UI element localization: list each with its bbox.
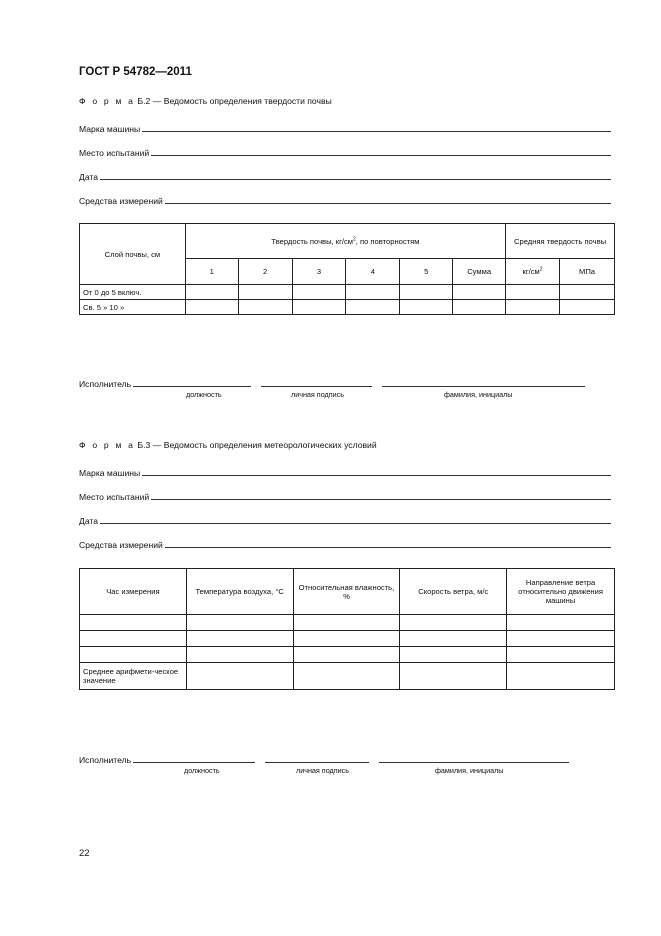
table-row — [80, 647, 615, 663]
header-hardness: Твердость почвы, $кг/см^2$, по повторностям — [185, 224, 505, 259]
table-cell[interactable] — [185, 285, 238, 300]
field-label: Место испытаний — [79, 148, 150, 158]
table-cell[interactable] — [293, 663, 400, 690]
signature-line[interactable] — [265, 761, 369, 763]
row-label: Св. 5 » 10 » — [80, 300, 186, 315]
header-hour: Час измерения — [80, 569, 187, 615]
signature-block-1 — [79, 375, 599, 389]
table-row — [80, 631, 615, 647]
table-cell[interactable] — [400, 615, 507, 631]
field-line — [165, 546, 611, 548]
field-label: Средства измерений — [79, 540, 163, 550]
table-cell[interactable] — [507, 647, 615, 663]
form-b2-field-instruments[interactable] — [79, 192, 611, 206]
caption-position: должность — [186, 390, 222, 399]
field-line — [100, 522, 611, 524]
form-b2-title — [79, 96, 332, 106]
position-line[interactable] — [133, 761, 255, 763]
table-cell[interactable] — [293, 631, 400, 647]
header-humidity: Относительная влажность, % — [293, 569, 400, 615]
field-label: Дата — [79, 516, 99, 526]
table-cell[interactable] — [80, 615, 187, 631]
form-b2-title-text: Б.2 — Ведомость определения твердости почвы — [137, 96, 332, 106]
signature-line[interactable] — [261, 385, 372, 387]
table-cell[interactable] — [293, 615, 400, 631]
table-cell[interactable] — [346, 300, 400, 315]
table-cell[interactable] — [400, 631, 507, 647]
soil-hardness-table — [79, 223, 615, 315]
header-soil-layer: Слой почвы, см — [80, 224, 186, 285]
subheader-rep-2: 2 — [238, 259, 292, 285]
field-label: Средства измерений — [79, 196, 163, 206]
header-wind-speed: Скорость ветра, м/с — [400, 569, 507, 615]
table-cell[interactable] — [186, 663, 293, 690]
field-line — [100, 178, 611, 180]
table-cell[interactable] — [292, 300, 346, 315]
signature-label: Исполнитель — [79, 755, 132, 765]
table-cell[interactable] — [186, 615, 293, 631]
subheader-rep-1: 1 — [185, 259, 238, 285]
table-row — [80, 300, 615, 315]
subheader-rep-4: 4 — [346, 259, 400, 285]
table-cell[interactable] — [186, 631, 293, 647]
table-cell[interactable] — [185, 300, 238, 315]
signature-block-2 — [79, 751, 599, 765]
caption-name: фамилия, инициалы — [435, 766, 504, 775]
form-b2-field-date[interactable] — [79, 168, 611, 182]
form-b3-title — [79, 440, 377, 450]
name-line[interactable] — [382, 385, 585, 387]
subheader-unit-mpa: МПа — [560, 259, 615, 285]
table-cell[interactable] — [346, 285, 400, 300]
form-b2-field-place[interactable] — [79, 144, 611, 158]
header-wind-direction: Направление ветра относительно движения машины — [507, 569, 615, 615]
caption-signature: личная подпись — [296, 766, 349, 775]
form-b2-form-word: Ф о р м а — [79, 96, 136, 106]
table-cell[interactable] — [238, 285, 292, 300]
subheader-rep-5: 5 — [400, 259, 453, 285]
table-cell[interactable] — [80, 631, 187, 647]
row-label: От 0 до 5 включ. — [80, 285, 186, 300]
position-line[interactable] — [133, 385, 251, 387]
field-label: Марка машины — [79, 124, 141, 134]
table-cell[interactable] — [507, 631, 615, 647]
table-cell[interactable] — [400, 663, 507, 690]
form-b3-title-text: Б.3 — Ведомость определения метеорологических условий — [137, 440, 377, 450]
table-cell[interactable] — [293, 647, 400, 663]
table-row — [80, 615, 615, 631]
table-cell[interactable] — [560, 285, 615, 300]
table-cell[interactable] — [560, 300, 615, 315]
table-cell[interactable] — [292, 285, 346, 300]
table-cell[interactable] — [186, 647, 293, 663]
field-line — [151, 498, 611, 500]
subheader-unit-kg: $кг/см^2$ — [506, 259, 560, 285]
signature-label: Исполнитель — [79, 379, 132, 389]
form-b3-form-word: Ф о р м а — [79, 440, 136, 450]
table-cell[interactable] — [80, 647, 187, 663]
document-header: ГОСТ Р 54782—2011 — [79, 66, 192, 78]
table-cell[interactable] — [507, 615, 615, 631]
field-label: Место испытаний — [79, 492, 150, 502]
form-b3-field-instruments[interactable] — [79, 536, 611, 550]
table-cell[interactable] — [506, 285, 560, 300]
table-cell[interactable] — [506, 300, 560, 315]
field-label: Марка машины — [79, 468, 141, 478]
caption-signature: личная подпись — [291, 390, 344, 399]
table-cell[interactable] — [400, 300, 453, 315]
field-line — [165, 202, 611, 204]
field-label: Дата — [79, 172, 99, 182]
form-b2-field-machine[interactable] — [79, 120, 611, 134]
table-cell[interactable] — [507, 663, 615, 690]
table-cell[interactable] — [453, 300, 506, 315]
field-line — [142, 474, 611, 476]
row-label-average: Среднее арифмети-ческое значение — [80, 663, 187, 690]
header-average-hardness: Средняя твердость почвы — [506, 224, 615, 259]
subheader-rep-3: 3 — [292, 259, 346, 285]
field-line — [151, 154, 611, 156]
name-line[interactable] — [379, 761, 569, 763]
field-line — [142, 130, 611, 132]
table-cell[interactable] — [238, 300, 292, 315]
form-b3-field-place[interactable] — [79, 488, 611, 502]
table-row — [80, 285, 615, 300]
form-b3-field-machine[interactable] — [79, 464, 611, 478]
table-row — [80, 663, 615, 690]
caption-position: должность — [184, 766, 220, 775]
header-air-temperature: Температура воздуха, °С — [186, 569, 293, 615]
form-b3-field-date[interactable] — [79, 512, 611, 526]
page-number: 22 — [79, 848, 90, 859]
table-cell[interactable] — [453, 285, 506, 300]
weather-conditions-table — [79, 568, 615, 690]
table-cell[interactable] — [400, 647, 507, 663]
caption-name: фамилия, инициалы — [444, 390, 513, 399]
table-cell[interactable] — [400, 285, 453, 300]
subheader-sum: Сумма — [453, 259, 506, 285]
